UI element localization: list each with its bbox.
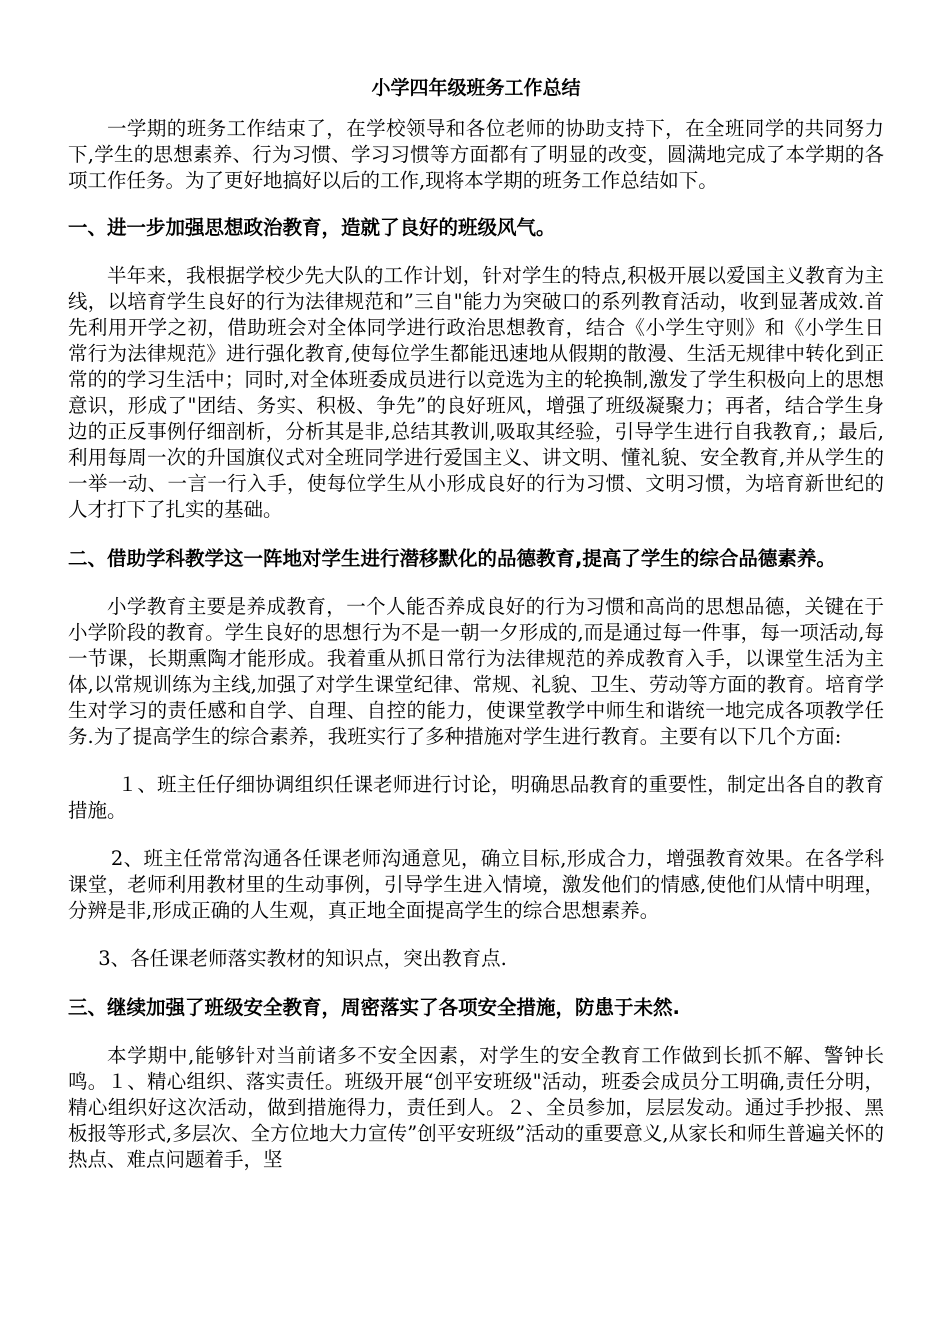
- intro-paragraph: 一学期的班务工作结束了，在学校领导和各位老师的协助支持下，在全班同学的共同努力下,学生的思想素养、行为习惯、学习习惯等方面都有了明显的改变，圆满地完成了本学期的各项工作任务。为了更好地搞好以后的工作,现将本学期的班务工作总结如下。: [68, 117, 884, 192]
- section-3-paragraph: 本学期中,能够针对当前诸多不安全因素，对学生的安全教育工作做到长抓不解、警钟长鸣。１、精心组织、落实责任。班级开展“创平安班级"活动，班委会成员分工明确,责任分明，精心组织好这次活动，做到措施得力，责任到人。２、全员参加，层层发动。通过手抄报、黑板报等形式,多层次、全方位地大力宣传”创平安班级”活动的重要意义,从家长和师生普遍关怀的热点、难点问题着手，坚: [68, 1044, 884, 1171]
- section-2-item-3: 3、各任课老师落实教材的知识点，突出教育点.: [98, 947, 507, 970]
- section-2-item-2: 2、班主任常常沟通各任课老师沟通意见，确立目标,形成合力，增强教育效果。在各学科课堂，老师利用教材里的生动事例，引导学生进入情境，激发他们的情感,使他们从情中明理，分辨是非,形成正确的人生观，真正地全面提高学生的综合思想素养。: [68, 847, 884, 922]
- document-page: [68, 72, 884, 1195]
- section-2-heading: 二、借助学科教学这一阵地对学生进行潜移默化的品德教育,提高了学生的综合品德素养。: [68, 547, 836, 570]
- section-3-heading: 三、继续加强了班级安全教育，周密落实了各项安全措施，防患于未然.: [68, 996, 680, 1019]
- section-1-heading: 一、进一步加强思想政治教育，造就了良好的班级风气。: [68, 216, 556, 239]
- section-1-paragraph: 半年来，我根据学校少先大队的工作计划，针对学生的特点,积极开展以爱国主义教育为主线，以培育学生良好的行为法律规范和”三自"能力为突破口的系列教育活动，收到显著成效.首先利用开学之初，借助班会对全体同学进行政治思想教育，结合《小学生守则》和《小学生日常行为法律规范》进行强化教育,使每位学生都能迅速地从假期的散漫、生活无规律中转化到正常的的学习生活中；同时,对全体班委成员进行以竞选为主的轮换制,激发了学生积极向上的思想意识，形成了"团结、务实、积极、争先”的良好班风，增强了班级凝聚力；再者，结合学生身边的正反事例仔细剖析，分析其是非,总结其教训,吸取其经验，引导学生进行自我教育,；最后,利用每周一次的升国旗仪式对全班同学进行爱国主义、讲文明、懂礼貌、安全教育,并从学生的一举一动、一言一行入手，使每位学生从小形成良好的行为习惯、文明习惯，为培育新世纪的人才打下了扎实的基础。: [68, 264, 884, 521]
- document-title: 小学四年级班务工作总结: [371, 77, 581, 99]
- section-2-paragraph: 小学教育主要是养成教育，一个人能否养成良好的行为习惯和高尚的思想品德，关键在于小学阶段的教育。学生良好的思想行为不是一朝一夕形成的,而是通过每一件事，每一项活动,每一节课，长期熏陶才能形成。我着重从抓日常行为法律规范的养成教育入手，以课堂生活为主体,以常规训练为主线,加强了对学生课堂纪律、常规、礼貌、卫生、劳动等方面的教育。培育学生对学习的责任感和自学、自理、自控的能力，使课堂教学中师生和谐统一地完成各项教学任务.为了提高学生的综合素养，我班实行了多种措施对学生进行教育。主要有以下几个方面:: [68, 595, 884, 748]
- section-2-item-1: １、班主任仔细协调组织任课老师进行讨论，明确思品教育的重要性，制定出各自的教育措施。: [68, 773, 884, 822]
